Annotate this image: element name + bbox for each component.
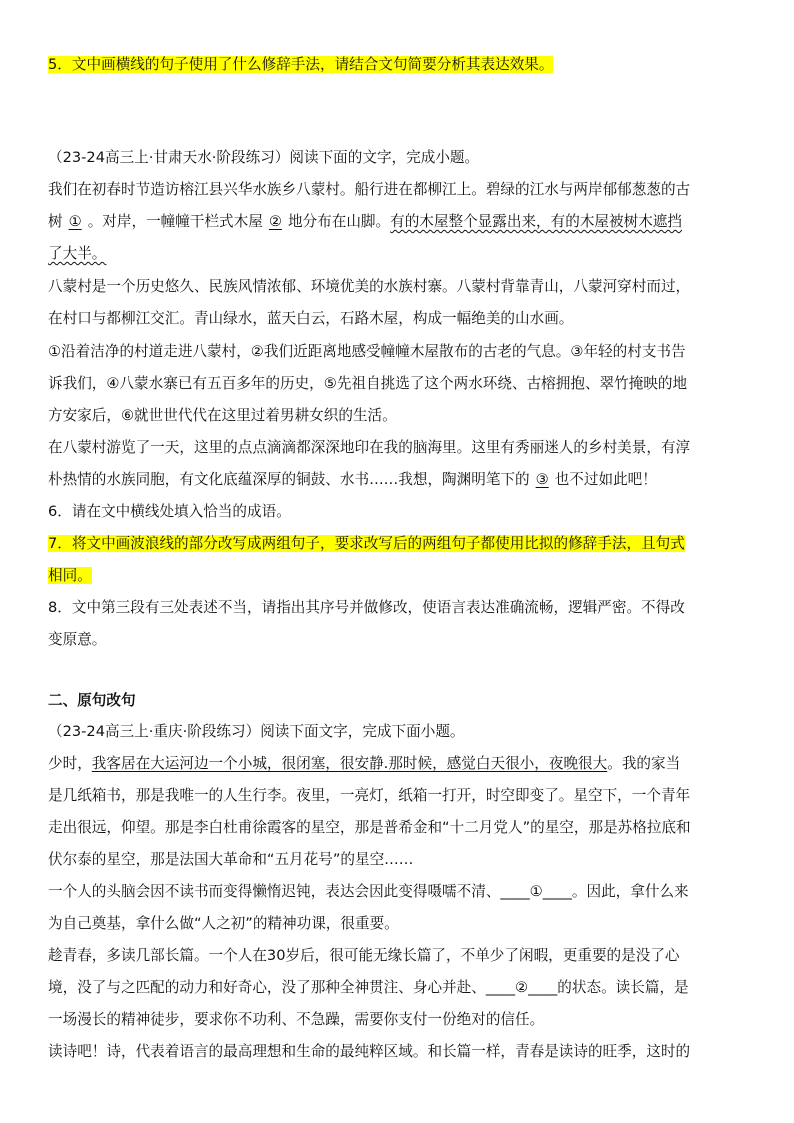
section-2-p1-line-2: 是几纸箱书，那是我唯一的人生行李。夜里，一亮灯，纸箱一打开，时空即变了。星空下，一个青年 [48,787,691,804]
question-7-line-2 [48,565,92,587]
passage-1-p3-line-3: 方安家后，⑥就世世代代在这里过着男耕女织的生活。 [48,407,397,424]
section-2-p1-line-1 [48,753,680,775]
passage-1-p2-line-1: 八蒙村是一个历史悠久、民族风情浓郁、环境优美的水族村寨。八蒙村背靠青山，八蒙河穿村而过， [48,278,691,295]
section-2-p3-line-3: 一场漫长的精神徒步，要求你不功利、不急躁，需要你支付一份绝对的信任。 [48,1011,545,1028]
text-segment: 的状态。读长篇，是 [557,979,689,996]
question-7-text: 相同。 [48,567,92,584]
text-segment: 地分布在山脚。 [287,213,391,230]
section-2-p1-line-4: 伏尔泰的星空，那是法国大革命和“五月花号”的星空…… [48,851,414,868]
wavy-underlined-text: 有的木屋整个显露出来，有的木屋被树木遮挡 [390,213,682,230]
question-5 [48,54,553,76]
passage-1-p1-line-1: 我们在初春时节造访榕江县兴华水族乡八蒙村。船行进在都柳江上。碧绿的江水与两岸郁郁葱葱的古 [48,181,691,198]
wavy-underlined-text: 了大半。 [48,245,107,262]
text-segment: 。我的家当 [607,755,681,772]
text-segment: 也不过如此吧！ [554,471,657,488]
text-segment: 一个人的头脑会因不读书而变得懒惰迟钝，表达会因此变得嗫嚅不清、 [48,883,501,900]
passage-1-p3-line-2: 诉我们，④八蒙水寨已有五百多年的历史，⑤先祖自挑选了这个两水环绕、古榕拥抱、翠竹掩映的地 [48,375,688,392]
section-2-p2-line-1 [48,881,689,903]
passage-1-p1-line-2 [48,211,682,233]
passage-1-p1-line-3 [48,243,106,265]
section-2-p1-line-3: 走出很远，仰望。那是李白杜甫徐霞客的星空，那是普希金和“十二月党人”的星空，那是苏格拉底和 [48,819,691,836]
underlined-sentence: 我客居在大运河边一个小城，很闭塞，很安静.那时候，感觉白天很小，夜晚很大 [91,755,608,772]
blank-1: ① [68,213,82,230]
question-7-line-1 [48,533,685,555]
passage-1-source: （23-24高三上·甘肃天水·阶段练习）阅读下面的文字，完成小题。 [48,149,480,166]
section-2-p2-line-2: 为自己奠基，拿什么做“人之初”的精神功课，很重要。 [48,915,399,932]
question-5-text: 5．文中画横线的句子使用了什么修辞手法，请结合文句简要分析其表达效果。 [48,56,554,73]
section-2-p3-line-1: 趁青春，多读几部长篇。一个人在30岁后，很可能无缘长篇了，不单少了闲暇，更重要的是没了心 [48,947,680,964]
question-8-line-1: 8．文中第三段有三处表述不当，请指出其序号并做修改，使语言表达准确流畅，逻辑严密。不得改 [48,599,685,616]
blank-2: ② [268,213,282,230]
section-2-p3-line-2 [48,977,689,999]
passage-1-p4-line-2 [48,469,657,491]
text-segment: 。对岸，一幢幢干栏式木屋 [87,213,263,230]
blank-3: ③ [535,471,549,488]
passage-1-p2-line-2: 在村口与都柳江交汇。青山绿水，蓝天白云，石路木屋，构成一幅绝美的山水画。 [48,310,574,327]
blank-1: ____①____ [500,883,572,900]
question-8-line-2: 变原意。 [48,631,107,648]
passage-1-p3-line-1: ①沿着洁净的村道走进八蒙村，②我们近距离地感受幢幢木屋散布的古老的气息。③年轻的村支书告 [48,343,686,360]
text-segment: 少时， [48,755,92,772]
passage-1-p4-line-1: 在八蒙村游览了一天，这里的点点滴滴都深深地印在我的脑海里。这里有秀丽迷人的乡村美景，有淳 [48,439,691,456]
question-7-text: 7．将文中画波浪线的部分改写成两组句子，要求改写后的两组句子都使用比拟的修辞手法，且句式 [48,535,685,552]
section-2-p4-line-1: 读诗吧！诗，代表着语言的最高理想和生命的最纯粹区域。和长篇一样，青春是读诗的旺季，这时的 [48,1043,691,1060]
section-2-heading: 二、原句改句 [48,692,136,709]
blank-2: ____②____ [485,979,558,996]
text-segment: 境，没了与之匹配的动力和好奇心，没了那种全神贯注、身心并赴、 [48,979,486,996]
text-segment: 树 [48,213,63,230]
text-segment: 朴热情的水族同胞，有文化底蕴深厚的铜鼓、水书……我想，陶渊明笔下的 [48,471,530,488]
question-6: 6．请在文中横线处填入恰当的成语。 [48,503,291,520]
section-2-source: （23-24高三上·重庆·阶段练习）阅读下面文字，完成下面小题。 [48,723,465,740]
text-segment: 。因此，拿什么来 [571,883,689,900]
